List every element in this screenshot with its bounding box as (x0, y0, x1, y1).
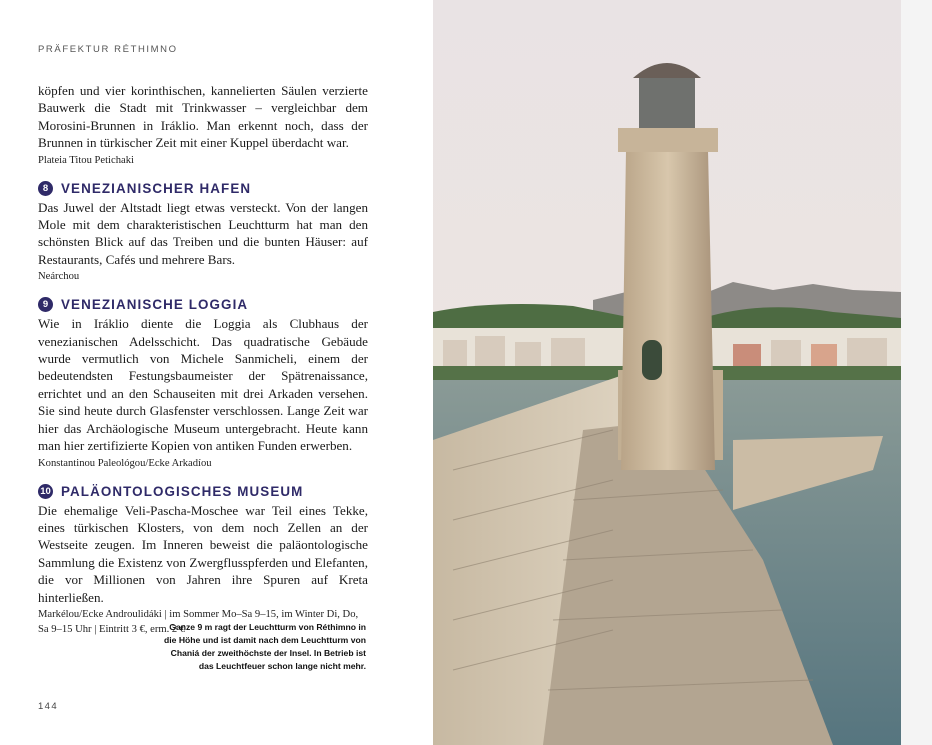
intro-paragraph: köpfen und vier korinthischen, kannelierten Säulen verzierte Bauwerk die Stadt mit Trinkwasser – vergleichbar dem Morosini-Brunnen in Iráklio. Man erkennt noch, dass der Brunnen in türkischer Zeit mit einer Kuppel überdacht war. (38, 83, 368, 151)
text-column (38, 82, 368, 637)
section-heading (38, 297, 368, 312)
photo-caption: Ganze 9 m ragt der Leuchtturm von Réthimno in die Höhe und ist damit nach dem Leuchtturm von Chaniá der zweithöchste der Insel. In Betrieb ist das Leuchtfeuer schon lange nicht mehr. (164, 622, 366, 672)
section-palaeontologisches-museum (38, 484, 368, 637)
section-venezianische-loggia (38, 297, 368, 470)
page-gutter (901, 0, 932, 745)
section-number-badge: 9 (38, 297, 53, 312)
tower-gallery (618, 128, 718, 152)
section-text: Das Juwel der Altstadt liegt etwas versteckt. Von der langen Mole mit dem charakteristischen Leuchtturm hat man den schönsten Blick auf das Treiben und die bunten Häuser: auf Restaurants, Cafés und mehrere Bars. (38, 199, 368, 267)
lighthouse-photo (433, 0, 901, 745)
lantern (639, 76, 695, 128)
intro-address: Plateia Titou Petichaki (38, 154, 134, 166)
tower-body (621, 150, 715, 470)
section-title: VENEZIANISCHER HAFEN (61, 180, 252, 196)
section-number-badge: 10 (38, 484, 53, 499)
section-title: VENEZIANISCHE LOGGIA (61, 297, 249, 313)
left-page (0, 0, 433, 745)
section-heading (38, 484, 368, 499)
section-title: PALÄONTOLOGISCHES MUSEUM (61, 483, 304, 499)
running-head: PRÄFEKTUR RÉTHIMNO (38, 44, 178, 55)
section-venezianischer-hafen (38, 181, 368, 285)
tower-door (642, 340, 662, 380)
section-number-badge: 8 (38, 181, 53, 196)
section-text: Die ehemalige Veli-Pascha-Moschee war Teil eines Tekke, eines türkischen Klosters, von dem noch Zellen an der Westseite zeugen. Im Inneren beweist die paläontologische Sammlung die Existenz von Zwergflusspferden und Elefanten, die vor Millionen von Jahren ihre Spuren auf Kreta hinterließen. (38, 502, 368, 605)
section-address: Markélou/Ecke Androulidáki | im Sommer Mo–Sa 9–15, im Winter Di, Do, Sa 9–15 Uhr | Eintritt 3 €, erm. 2 € (38, 608, 359, 635)
section-address: Konstantinou Paleológou/Ecke Arkadíou (38, 457, 212, 469)
section-address: Neárchou (38, 271, 80, 283)
section-heading (38, 181, 368, 196)
page-number: 144 (38, 701, 59, 712)
section-text: Wie in Iráklio diente die Loggia als Clubhaus der venezianischen Adelsschicht. Das quadratische Gebäude wurde vermutlich von Michele Sanmicheli, einem der bedeutendsten Festungsbaumeister der Spätrenaissance, errichtet und an den Schauseiten mit drei Arkaden versehen. Sie sind heute durch Glasfenster verschlossen. Lange Zeit war hier das Archäologische Museum untergebracht. Heute kann man hier zertifizierte Kopien von antiken Funden erwerben. (38, 316, 368, 454)
